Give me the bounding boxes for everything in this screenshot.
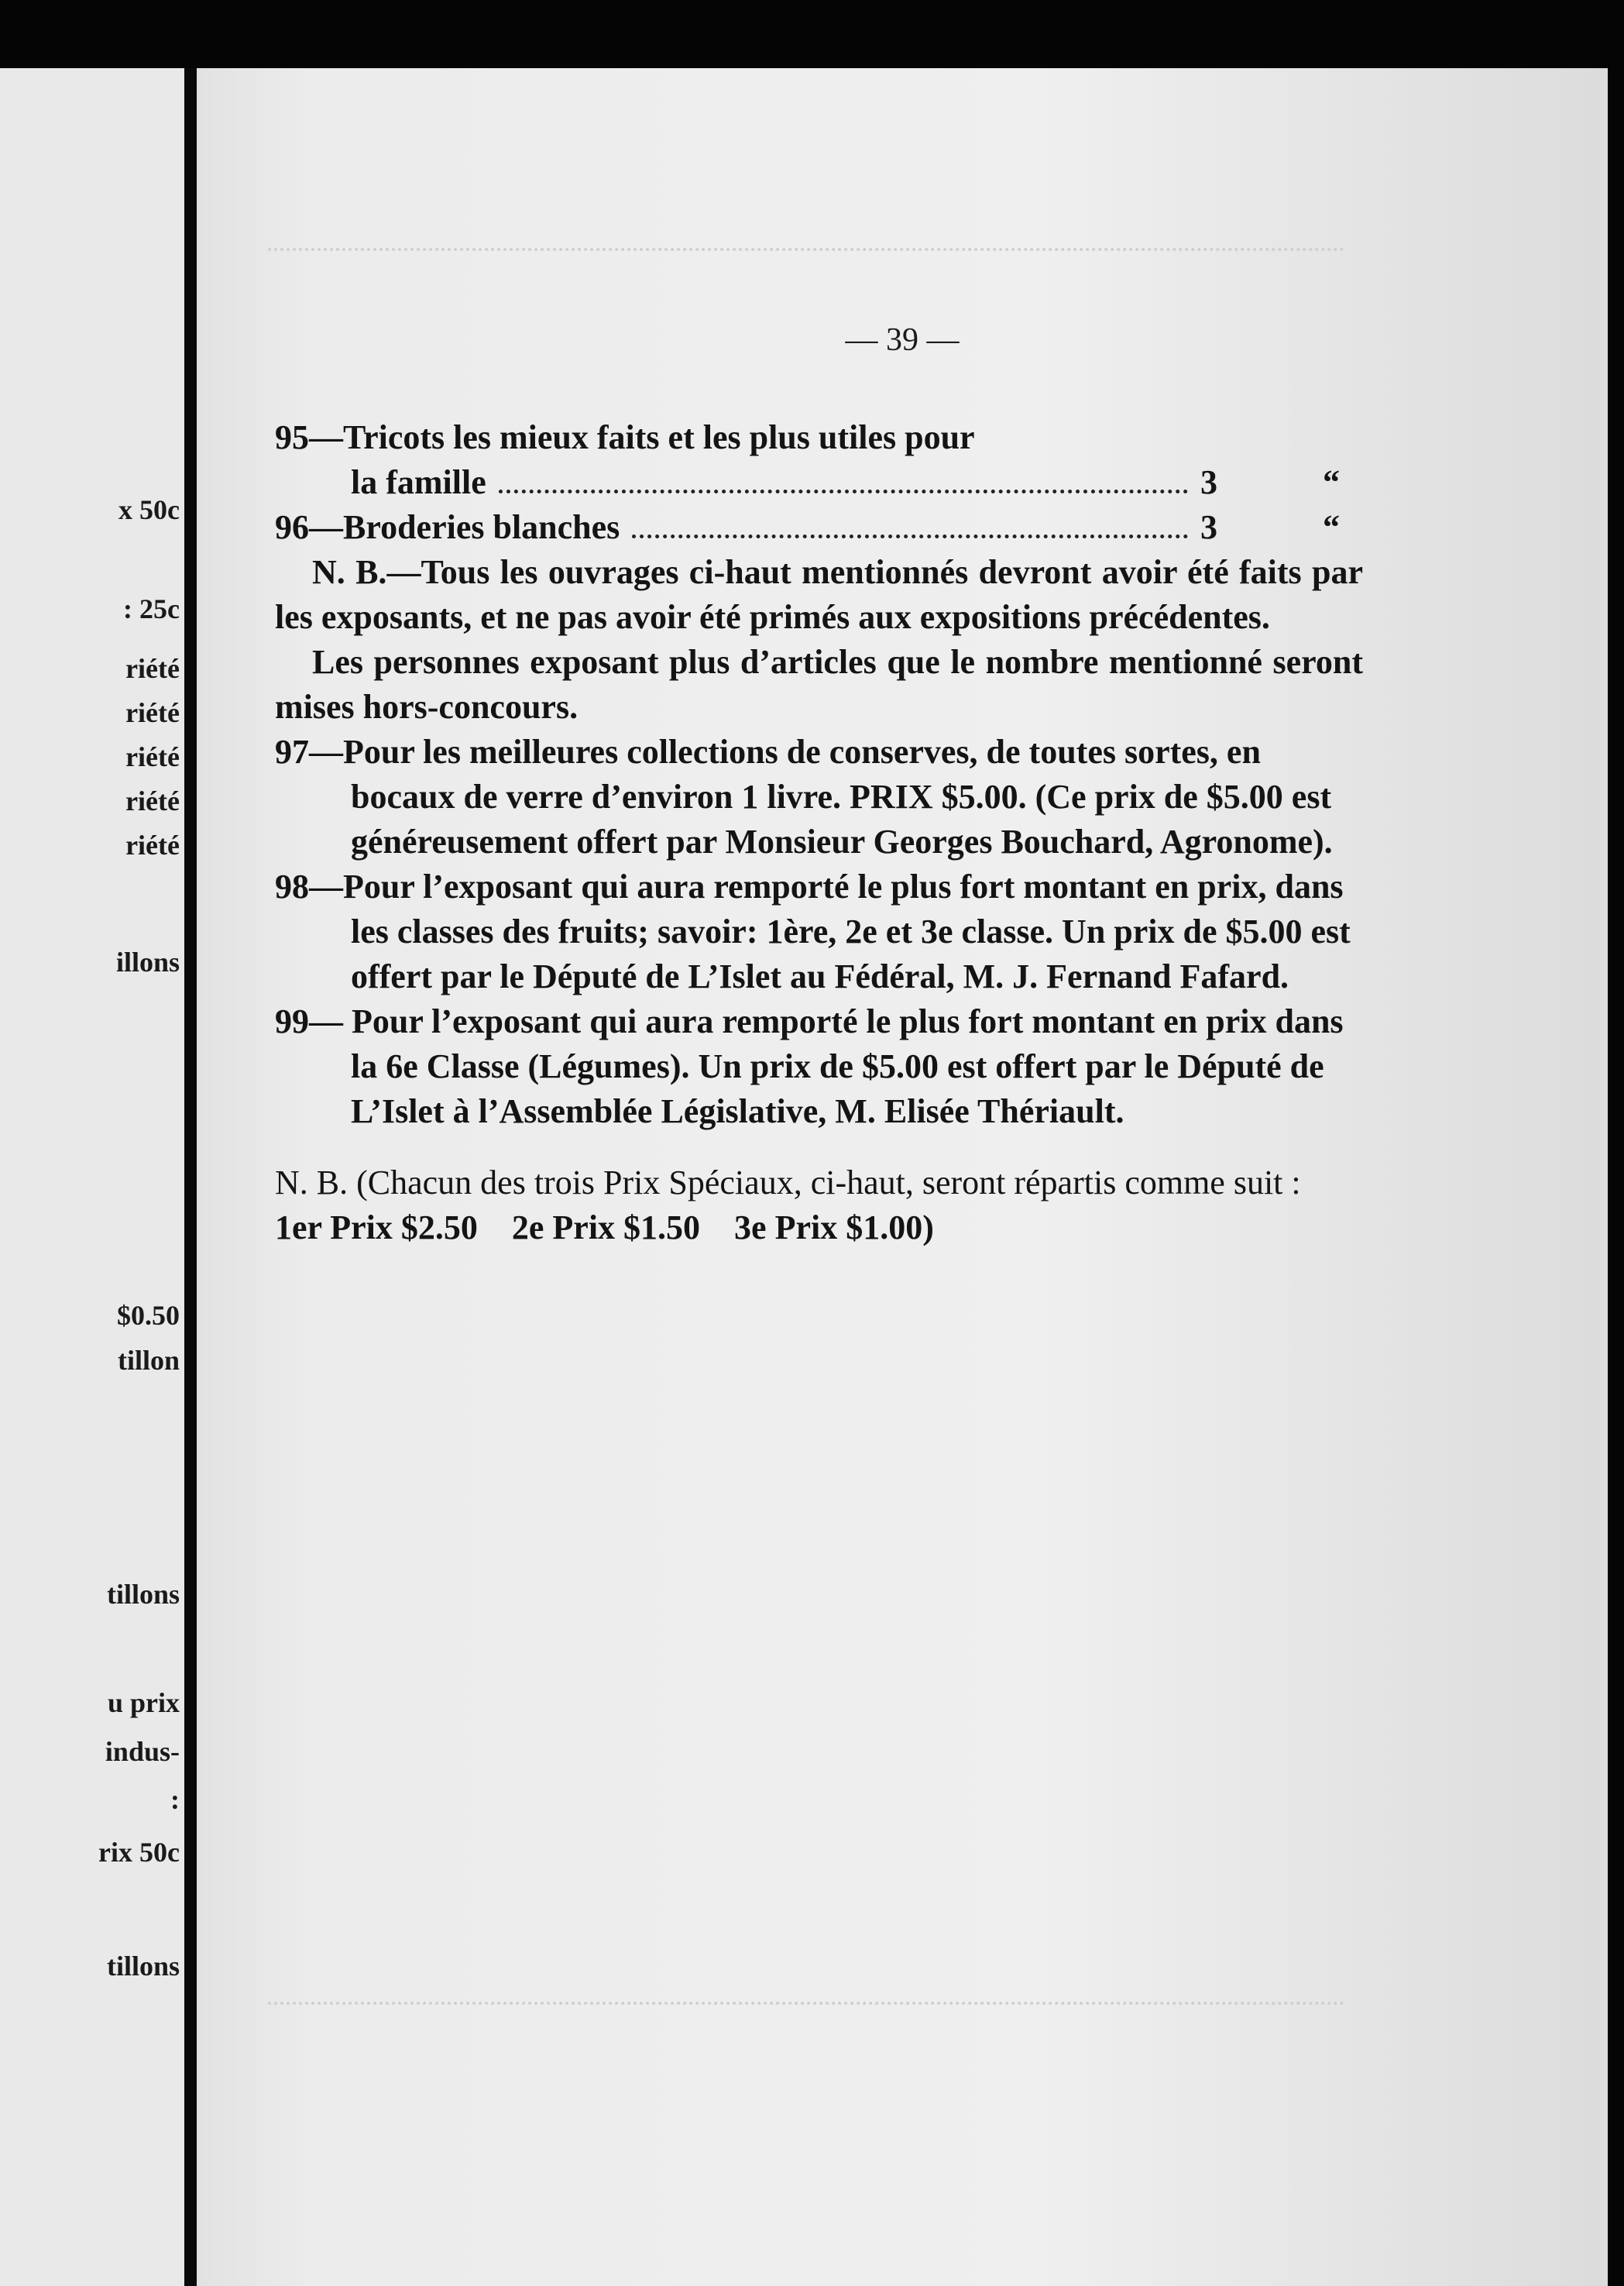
left-fragment: u prix [107,1687,180,1718]
page-number: — 39 — [845,322,960,358]
dot-leader [632,535,1188,538]
page-body [275,415,1363,1250]
left-fragment: tillon [117,1345,180,1376]
hors-concours-note: Les personnes exposant plus d’articles que le nombre mentionné seront mises hors-concours. [275,643,1363,726]
left-fragment: : 25c [123,593,180,624]
left-fragment: indus- [105,1736,180,1767]
left-fragment: $0.50 [117,1300,180,1331]
book-gutter [184,68,197,2286]
right-page [197,68,1608,2286]
left-fragment: illons [115,947,180,978]
left-page [0,68,184,2286]
left-fragment: riété [125,653,180,684]
entry-96: 96—Broderies blanches 3 “ [275,508,1340,546]
left-fragment: tillons [106,1579,180,1610]
left-fragment: rix 50c [98,1837,180,1868]
left-fragment: : [170,1784,180,1815]
left-fragment: riété [125,741,180,772]
entry-95-line1: 95—Tricots les mieux faits et les plus utiles pour [275,418,975,456]
prize-distribution-note: N. B. (Chacun des trois Prix Spéciaux, ci-haut, seront répartis comme suit : 1er Prix $2.50 2e Prix $1.50 3e Prix $1.00) [275,1164,1301,1246]
entry-95-line2: la famille 3 “ [351,463,1340,501]
left-fragment: riété [125,785,180,816]
entry-97: 97—Pour les meilleures collections de conserves, de toutes sortes, en bocaux de verre d’environ 1 livre. PRIX $5.00. (Ce prix de $5.00 est généreusement offert par Monsieur Georges Bouchard, Agronome). [275,733,1333,861]
entry-99: 99— Pour l’exposant qui aura remporté le plus fort montant en prix dans la 6e Classe (Légumes). Un prix de $5.00 est offert par le Député de L’Islet à l’Assemblée Législative, M. Elisée Thériault. [275,1002,1344,1130]
left-fragment: riété [125,697,180,728]
left-fragment: riété [125,830,180,861]
entry-98: 98—Pour l’exposant qui aura remporté le plus fort montant en prix, dans les classes des fruits; savoir: 1ère, 2e et 3e classe. Un prix de $5.00 est offert par le Député de L’Islet au Fédéral, M. J. Fernand Fafard. [275,868,1351,995]
show-through-rule [268,2002,1344,2005]
left-fragment: x 50c [118,494,180,525]
left-fragment: tillons [106,1951,180,1982]
nb-note: N. B.—Tous les ouvrages ci-haut mentionnés devront avoir été faits par les exposants, et ne pas avoir été primés aux expositions précédentes. [275,553,1363,636]
dot-leader [499,490,1188,493]
show-through-rule [268,248,1344,251]
